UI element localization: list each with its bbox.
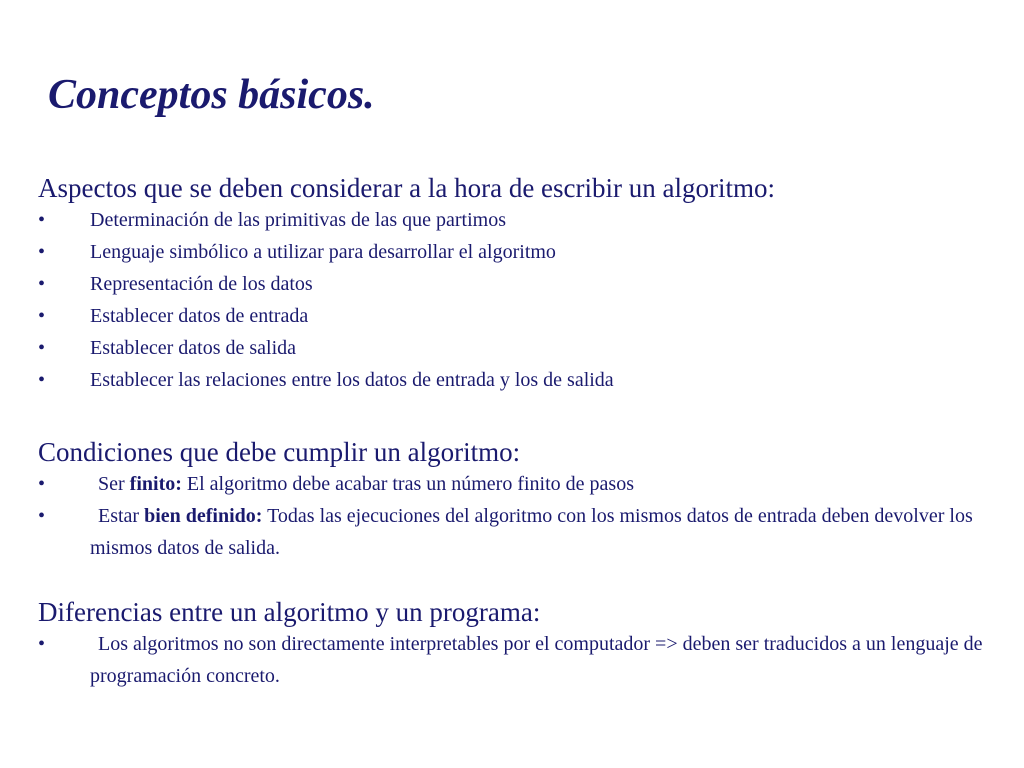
- list-item-text: Establecer datos de entrada: [90, 305, 309, 327]
- section-condiciones: [38, 436, 998, 564]
- list-item-text: Los algoritmos no son directamente interpretables por el computador => deben ser traducidos a un lenguaje de programación concreto.: [90, 633, 983, 687]
- list-item-text-post: El algoritmo debe acabar tras un número finito de pasos: [181, 473, 634, 495]
- bullet-icon: •: [38, 473, 46, 495]
- aspectos-list: [38, 204, 998, 396]
- list-item-text-pre: Ser: [98, 473, 130, 495]
- section-diferencias: [38, 596, 998, 692]
- list-item-text: Lenguaje simbólico a utilizar para desarrollar el algoritmo: [90, 241, 556, 263]
- list-item: [38, 332, 998, 364]
- list-item: [38, 468, 998, 500]
- list-item-text-bold: bien definido:: [144, 505, 263, 527]
- list-item: [38, 628, 998, 692]
- bullet-icon: •: [38, 305, 46, 327]
- diferencias-list: [38, 628, 998, 692]
- list-item-text-bold: finito:: [129, 473, 182, 495]
- slide-title: Conceptos básicos.: [48, 72, 375, 118]
- list-item-text: Representación de los datos: [90, 273, 313, 295]
- bullet-icon: •: [38, 273, 46, 295]
- list-item: [38, 500, 998, 564]
- bullet-icon: •: [38, 369, 46, 391]
- bullet-icon: •: [38, 241, 46, 263]
- list-item-text: Determinación de las primitivas de las que partimos: [90, 209, 506, 231]
- list-item: [38, 364, 998, 396]
- section-condiciones-heading: Condiciones que debe cumplir un algoritmo:: [38, 437, 521, 467]
- section-aspectos-heading: Aspectos que se deben considerar a la hora de escribir un algoritmo:: [38, 173, 775, 203]
- section-aspectos: [38, 172, 998, 396]
- list-item: [38, 236, 998, 268]
- list-item: [38, 268, 998, 300]
- list-item: [38, 300, 998, 332]
- list-item-text-post: Todas las ejecuciones del algoritmo con los mismos datos de entrada deben devolver los mismos datos de salida.: [90, 505, 973, 559]
- list-item-text: Establecer las relaciones entre los datos de entrada y los de salida: [90, 369, 614, 391]
- section-diferencias-heading: Diferencias entre un algoritmo y un programa:: [38, 597, 541, 627]
- list-item-text-pre: Estar: [98, 505, 145, 527]
- list-item: [38, 204, 998, 236]
- bullet-icon: •: [38, 633, 46, 655]
- bullet-icon: •: [38, 209, 46, 231]
- bullet-icon: •: [38, 337, 46, 359]
- condiciones-list: [38, 468, 998, 564]
- bullet-icon: •: [38, 505, 46, 527]
- list-item-text: Establecer datos de salida: [90, 337, 297, 359]
